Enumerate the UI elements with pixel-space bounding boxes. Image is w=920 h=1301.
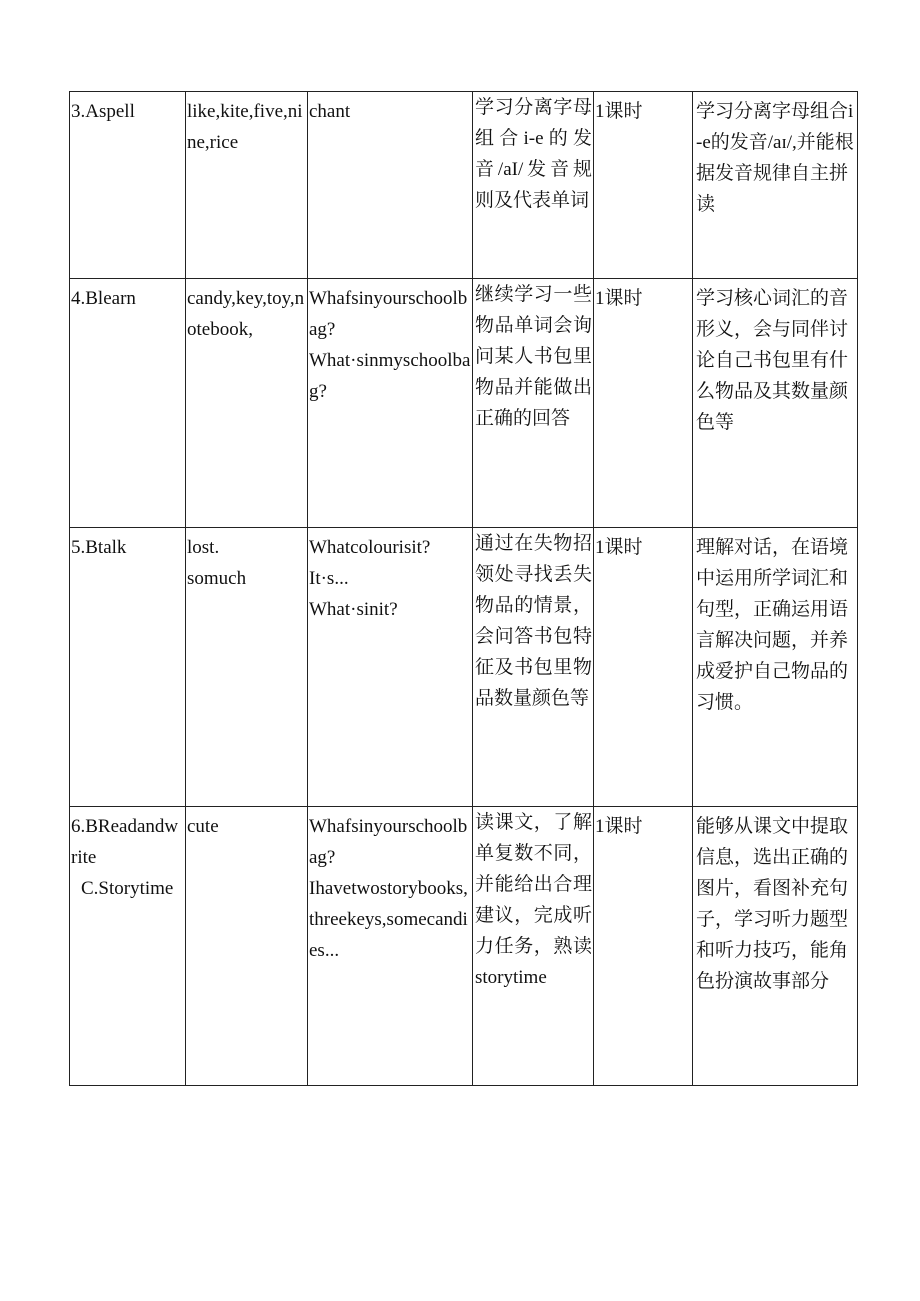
learning-objective: 理解对话，在语境中运用所学词汇和句型，正确运用语言解决问题，并养成爱护自己物品的习惯。 (696, 537, 849, 713)
sentences-cell (308, 807, 473, 1086)
class-periods: 1课时 (595, 816, 643, 837)
teaching-goal: 读课文，了解单复数不同，并能给出合理建议，完成听力任务，熟读storytime (475, 812, 592, 988)
sentence: Whafsinyourschoolbag? (309, 816, 468, 868)
lesson-cell (70, 807, 186, 1086)
periods-cell (594, 92, 693, 279)
key-words: like,kite,five,nine,rice (187, 101, 303, 153)
table-row (70, 92, 858, 279)
sentences-cell (308, 92, 473, 279)
objective-cell (693, 807, 858, 1086)
class-periods: 1课时 (595, 101, 643, 122)
teaching-goal: 通过在失物招领处寻找丢失物品的情景，会问答书包特征及书包里物品数量颜色等 (475, 533, 592, 709)
words-cell (186, 92, 308, 279)
lesson-title: 6.BReadandwrite (71, 816, 179, 868)
periods-cell (594, 807, 693, 1086)
class-periods: 1课时 (595, 537, 643, 558)
objective-cell (693, 92, 858, 279)
goal-cell (473, 92, 594, 279)
lesson-plan-table (69, 91, 858, 1086)
lesson-title: 3.Aspell (71, 101, 135, 122)
sentence: Whatcolourisit? (309, 537, 431, 558)
goal-cell (473, 279, 594, 528)
sentence: Whafsinyourschoolbag? (309, 288, 468, 340)
table-row (70, 279, 858, 528)
sentence: What·sinit? (309, 599, 398, 620)
words-cell (186, 279, 308, 528)
key-words: candy,key,toy,notebook, (187, 288, 305, 340)
lesson-cell (70, 528, 186, 807)
periods-cell (594, 528, 693, 807)
teaching-goal: 学习分离字母组合i-e的发音/aI/发音规则及代表单词 (475, 97, 592, 211)
teaching-goal: 继续学习一些物品单词会询问某人书包里物品并能做出正确的回答 (475, 284, 592, 429)
learning-objective: 学习核心词汇的音形义，会与同伴讨论自己书包里有什么物品及其数量颜色等 (696, 288, 849, 433)
lesson-cell (70, 92, 186, 279)
key-words: cute (187, 816, 219, 837)
goal-cell (473, 528, 594, 807)
learning-objective: 能够从课文中提取信息，选出正确的图片，看图补充句子，学习听力题型和听力技巧，能角色扮演故事部分 (696, 816, 849, 992)
table-row (70, 807, 858, 1086)
learning-objective: 学习分离字母组合i-e的发音/aɪ/,并能根据发音规律自主拼读 (696, 101, 854, 215)
sentences-cell (308, 279, 473, 528)
lesson-title: 4.Blearn (71, 288, 136, 309)
sentence: chant (309, 101, 351, 122)
words-cell (186, 528, 308, 807)
class-periods: 1课时 (595, 288, 643, 309)
words-cell (186, 807, 308, 1086)
objective-cell (693, 279, 858, 528)
sentences-cell (308, 528, 473, 807)
lesson-title: 5.Btalk (71, 537, 127, 558)
objective-cell (693, 528, 858, 807)
table-row (70, 528, 858, 807)
lesson-title: C.Storytime (81, 878, 174, 899)
goal-cell (473, 807, 594, 1086)
sentence: It·s... (309, 568, 349, 589)
key-words: lost. somuch (187, 537, 247, 589)
sentence: What·sinmyschoolbag? (309, 350, 471, 402)
lesson-cell (70, 279, 186, 528)
periods-cell (594, 279, 693, 528)
sentence: Ihavetwostorybooks,threekeys,somecandies... (309, 878, 468, 961)
